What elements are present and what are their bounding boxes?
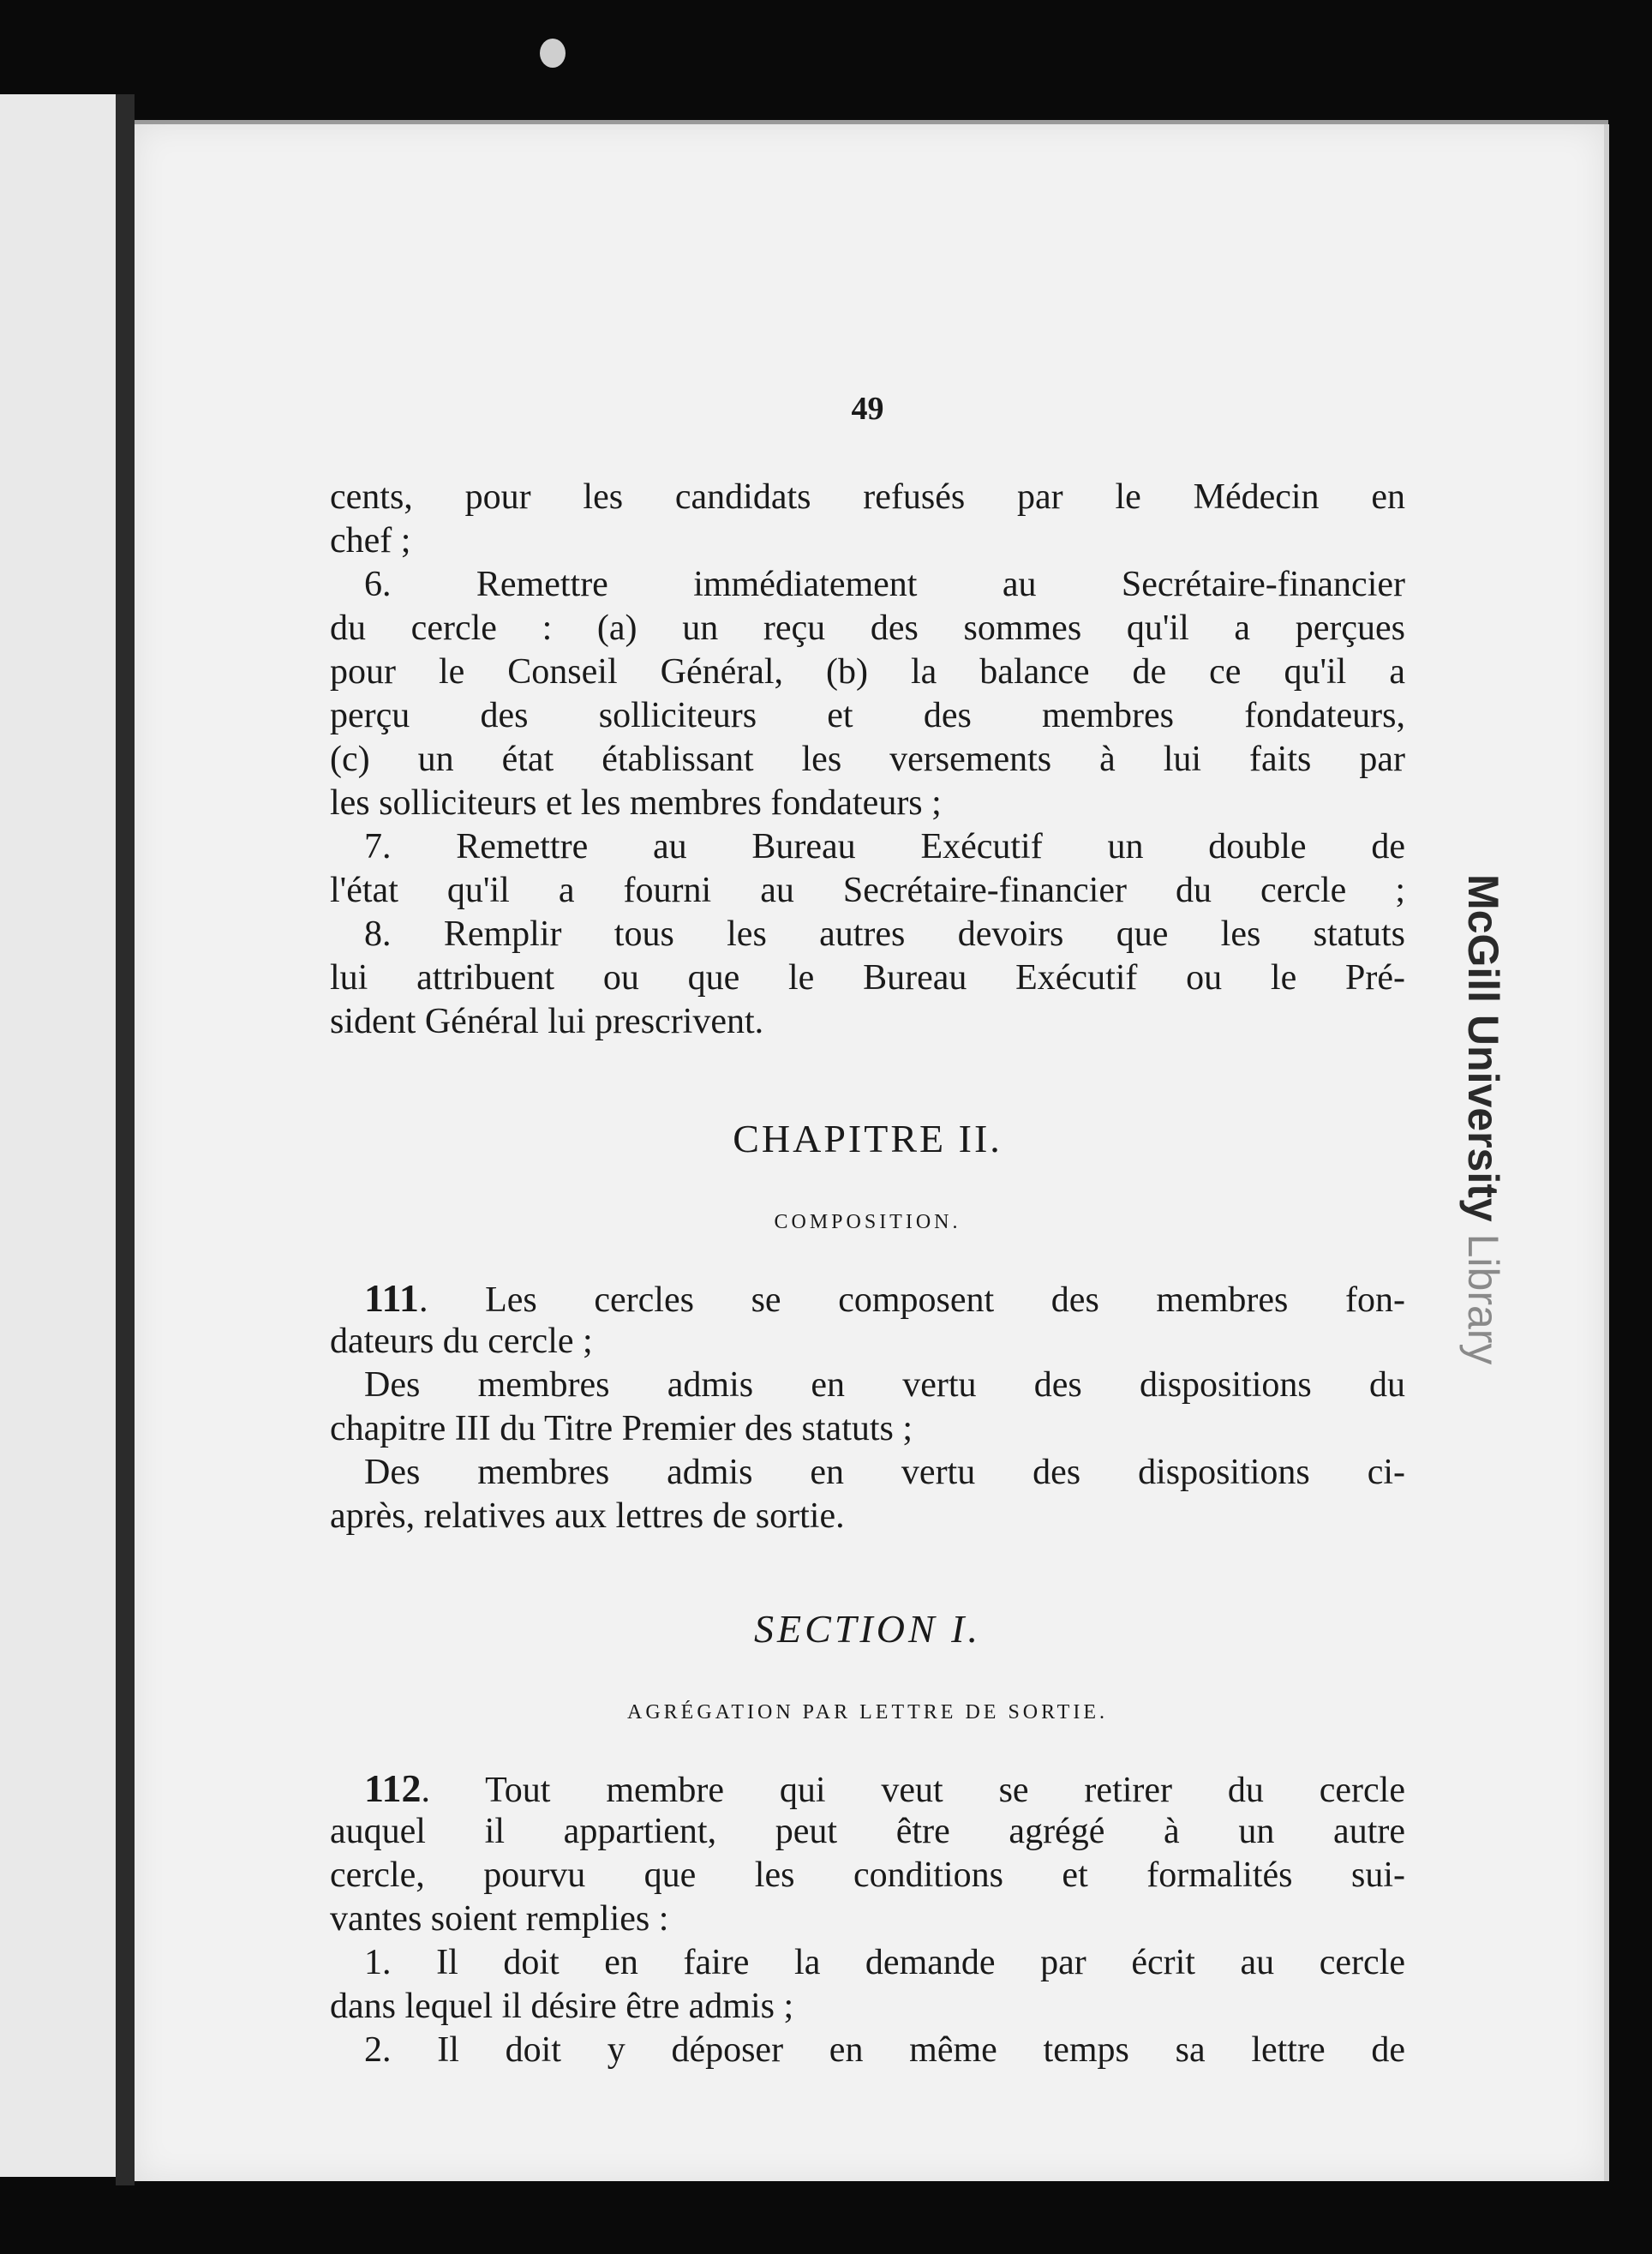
text-line: perçu des solliciteurs et des membres fondateurs, [330, 696, 1405, 735]
page-number: 49 [851, 391, 884, 427]
text-line: auquel il appartient, peut être agrégé à un autre [330, 1812, 1405, 1851]
facing-page-edge [0, 94, 116, 2177]
text-line: chapitre III du Titre Premier des statuts ; [330, 1409, 913, 1448]
paragraph-number: 112 [364, 1766, 422, 1810]
text-line: (c) un état établissant les versements à lui faits par [330, 740, 1405, 779]
scanned-page [135, 124, 1609, 2181]
watermark-faded: Library [1459, 1221, 1507, 1365]
text-line: Des membres admis en vertu des dispositions ci- [364, 1453, 1405, 1492]
text-fragment: . Les cercles se composent des membres fon- [418, 1280, 1405, 1320]
text-line [330, 1766, 1405, 1810]
text-line: du cercle : (a) un reçu des sommes qu'il a perçues [330, 608, 1405, 648]
library-watermark [1458, 874, 1508, 1364]
text-line: dateurs du cercle ; [330, 1322, 593, 1361]
text-line: vantes soient remplies : [330, 1899, 669, 1939]
text-line: 8. Remplir tous les autres devoirs que les statuts [364, 914, 1405, 954]
spacer [330, 1235, 1405, 1276]
text-line: lui attribuent ou que le Bureau Exécutif ou le Pré- [330, 958, 1405, 998]
chapter-subheading: COMPOSITION. [774, 1211, 961, 1233]
chapter-heading: CHAPITRE II. [733, 1117, 1003, 1160]
text-line: 1. Il doit en faire la demande par écrit au cercle [364, 1943, 1405, 1982]
text-line: cents, pour les candidats refusés par le Médecin en [330, 477, 1405, 517]
text-line: pour le Conseil Général, (b) la balance de ce qu'il a [330, 652, 1405, 692]
paragraph-112 [330, 1766, 1405, 2072]
top-paragraphs [330, 476, 1405, 1044]
text-line [330, 1276, 1405, 1320]
text-fragment: . Tout membre qui veut se retirer du cercle [421, 1771, 1405, 1810]
text-line: les solliciteurs et les membres fondateurs ; [330, 783, 942, 823]
text-line: l'état qu'il a fourni au Secrétaire-financier du cercle ; [330, 871, 1405, 910]
book-spine-shadow [116, 94, 135, 2185]
paragraph-number: 111 [364, 1276, 419, 1320]
text-line: 2. Il doit y déposer en même temps sa lettre de [364, 2030, 1405, 2070]
text-line: sident Général lui prescrivent. [330, 1002, 764, 1041]
text-line: 7. Remettre au Bureau Exécutif un double de [364, 827, 1405, 866]
scan-speck [540, 39, 566, 68]
page-body [330, 476, 1405, 2072]
section-subheading: AGRÉGATION PAR LETTRE DE SORTIE. [627, 1701, 1108, 1723]
text-line: après, relatives aux lettres de sortie. [330, 1496, 845, 1536]
text-line: dans lequel il désire être admis ; [330, 1987, 794, 2026]
text-line: chef ; [330, 521, 411, 561]
paragraph-111 [330, 1276, 1405, 1538]
spacer [330, 1725, 1405, 1766]
text-line: Des membres admis en vertu des dispositions du [364, 1365, 1405, 1405]
text-line: 6. Remettre immédiatement au Secrétaire-financier [364, 565, 1405, 604]
section-heading: SECTION I. [754, 1607, 981, 1651]
text-line: cercle, pourvu que les conditions et formalités sui- [330, 1855, 1405, 1895]
watermark-main: McGill University [1459, 874, 1507, 1222]
